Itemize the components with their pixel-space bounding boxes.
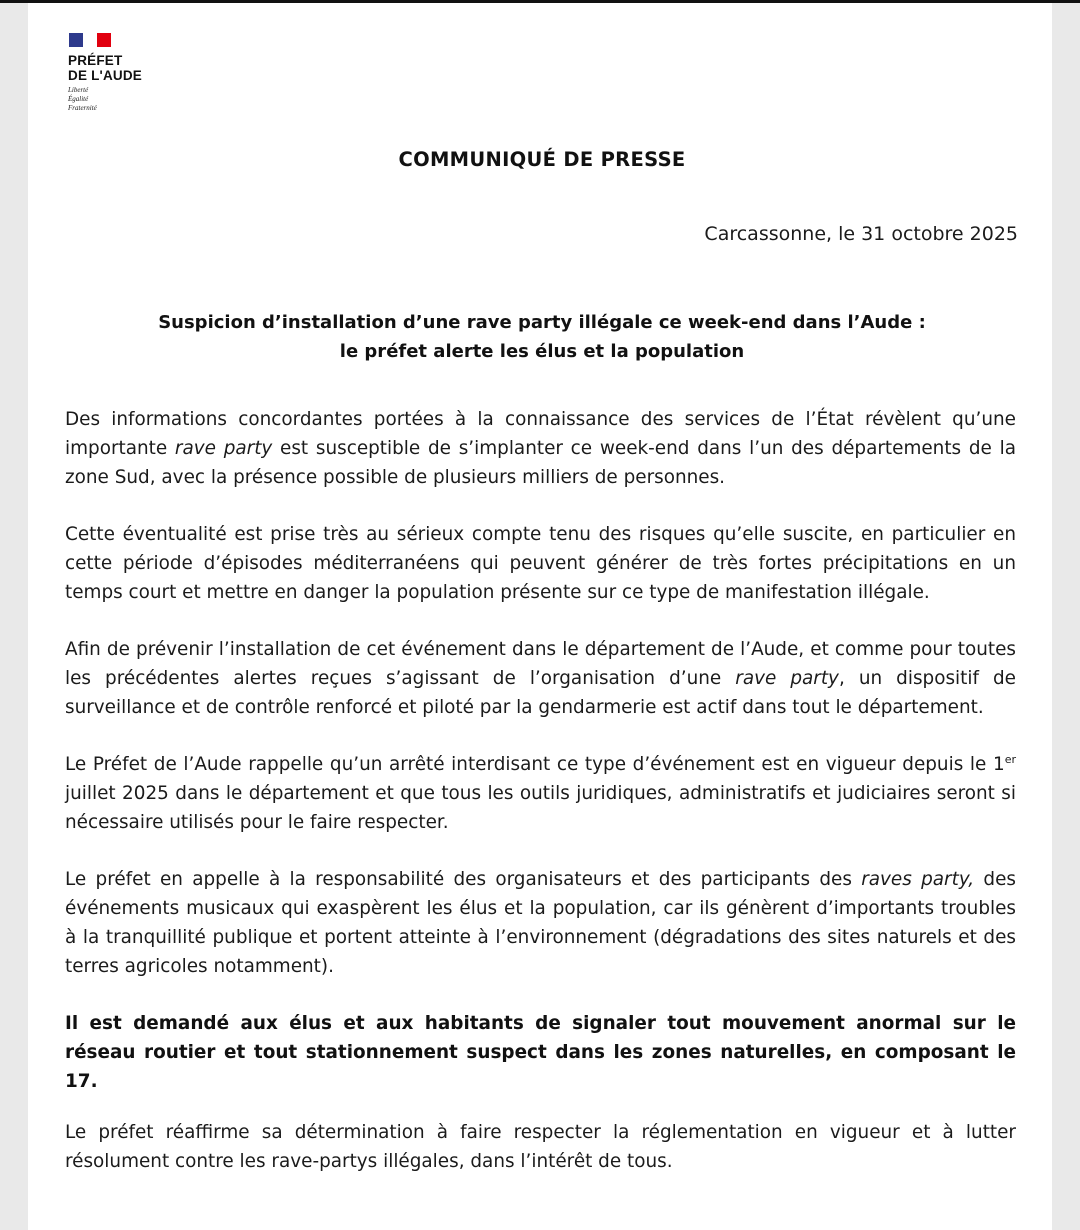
press-release-page: [28, 3, 1052, 1230]
republic-motto: [68, 86, 142, 113]
paragraph-6-call-to-action: Il est demandé aux élus et aux habitants de signaler tout mouvement anormal sur le réseau routier et tout stationnement suspect dans les zones naturelles, en composant le 17.: [65, 1013, 1016, 1092]
motto-egalite: Égalité: [68, 95, 89, 103]
subject-heading: [28, 308, 1052, 366]
logo-title-line2: DE L'AUDE: [68, 68, 143, 83]
paragraph-5: Le préfet en appelle à la responsabilité des organisateurs et des participants des raves party, des événements musicaux qui exaspèrent les élus et la population, car ils génèrent d’importants troubles à la tranquillité publique et portent atteinte à l’environnement (dégradations des sites naturels et des terres agricoles notamment).: [65, 869, 1016, 977]
motto-liberte: Liberté: [68, 86, 89, 94]
prefecture-logo: [68, 33, 142, 113]
logo-title-line1: PRÉFET: [68, 53, 123, 68]
paragraph-7: Le préfet réaffirme sa détermination à faire respecter la réglementation en vigueur et à lutter résolument contre les rave-partys illégales, dans l’intérêt de tous.: [65, 1122, 1016, 1172]
paragraph-4: Le Préfet de l’Aude rappelle qu’un arrêté interdisant ce type d’événement est en vigueur depuis le 1er juillet 2025 dans le département et que tous les outils juridiques, administratifs et judiciaires seront si nécessaire utilisés pour le faire respecter.: [65, 752, 1016, 833]
french-flag-icon: [69, 33, 111, 47]
body-text: [65, 405, 1016, 1204]
subject-line-1: Suspicion d’installation d’une rave party illégale ce week-end dans l’Aude :: [158, 312, 926, 333]
paragraph-1: Des informations concordantes portées à la connaissance des services de l’État révèlent qu’une importante rave party est susceptible de s’implanter ce week-end dans l’un des départements de la zone Sud, avec la présence possible de plusieurs milliers de personnes.: [65, 409, 1016, 488]
paragraph-2: Cette éventualité est prise très au sérieux compte tenu des risques qu’elle suscite, en particulier en cette période d’épisodes méditerranéens qui peuvent générer de très fortes précipitations en un temps court et mettre en danger la population présente sur ce type de manifestation illégale.: [65, 524, 1016, 603]
motto-fraternite: Fraternité: [68, 104, 97, 112]
paragraph-3: Afin de prévenir l’installation de cet événement dans le département de l’Aude, et comme pour toutes les précédentes alertes reçues s’agissant de l’organisation d’une rave party, un dispositif de surveillance et de contrôle renforcé et piloté par la gendarmerie est actif dans tout le département.: [65, 639, 1016, 718]
document-title: COMMUNIQUÉ DE PRESSE: [398, 148, 686, 171]
subject-line-2: le préfet alerte les élus et la population: [339, 341, 745, 362]
dateline: Carcassonne, le 31 octobre 2025: [704, 223, 1018, 245]
